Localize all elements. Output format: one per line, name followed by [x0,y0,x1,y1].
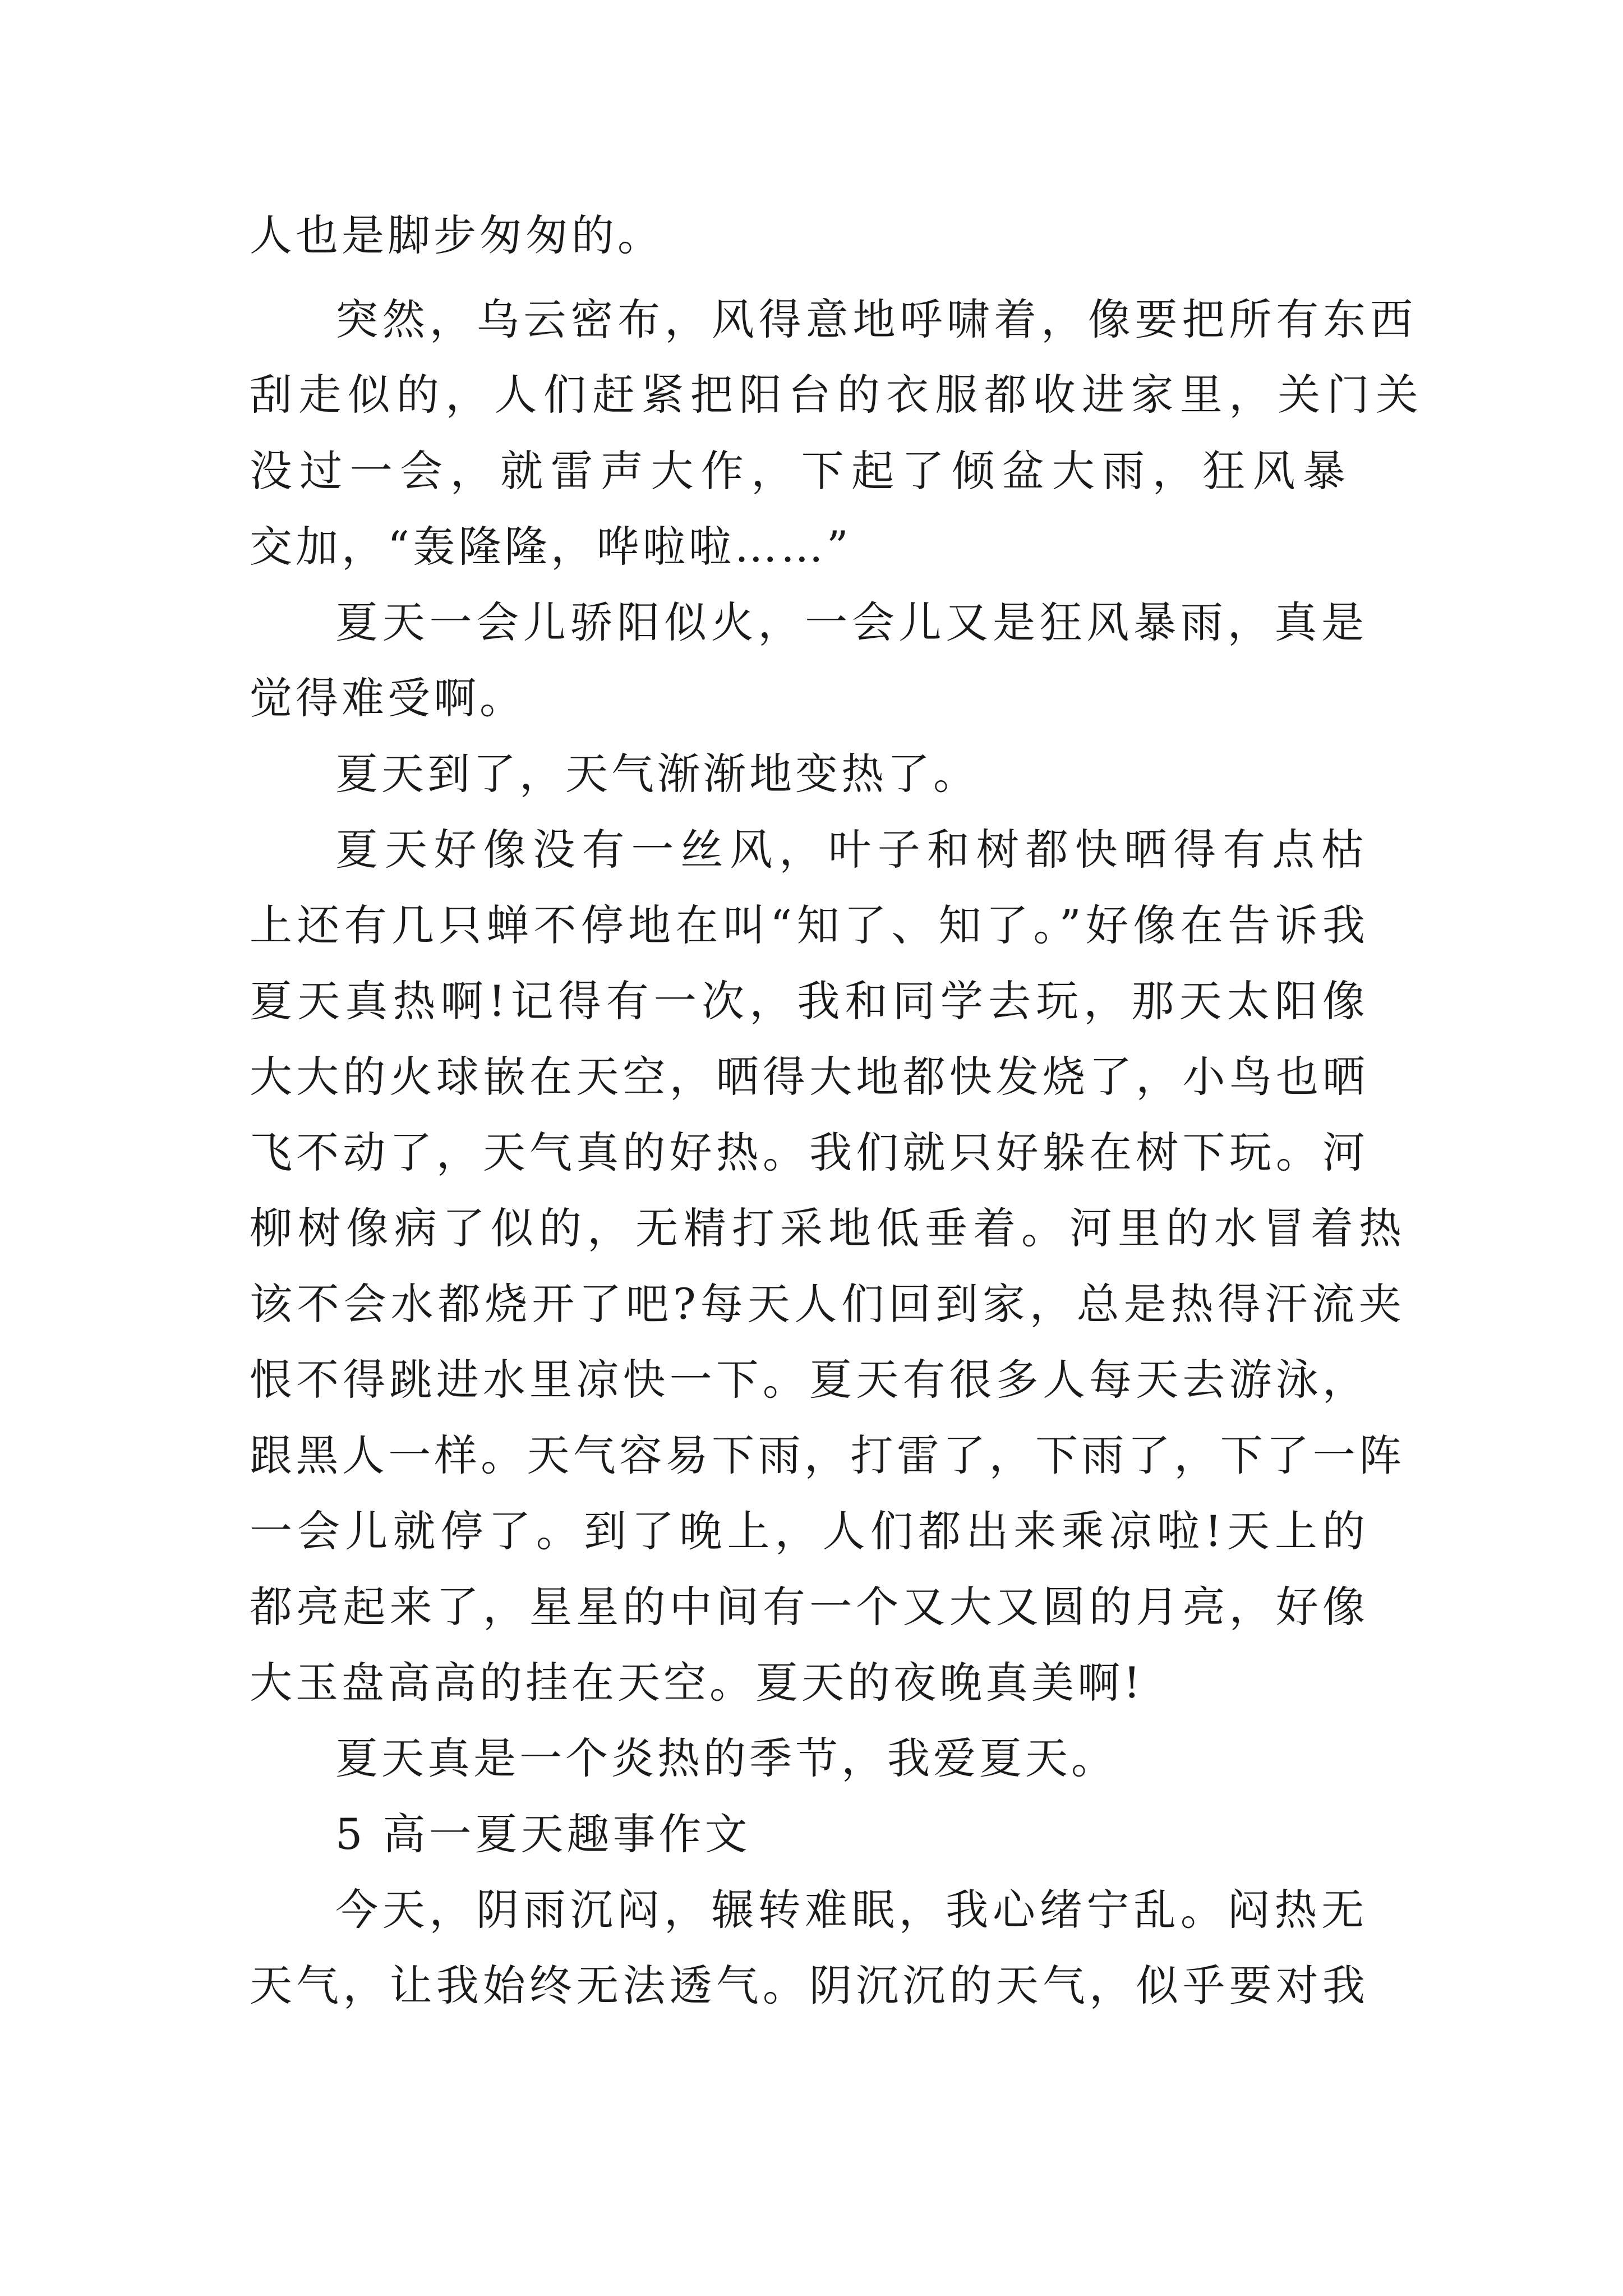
text-line: 大玉盘高高的挂在天空。夏天的夜晚真美啊! [250,1658,1144,1708]
text-line: 柳树像病了似的，无精打采地低垂着。河里的水冒着热 [250,1203,1405,1253]
text-line: 人也是脚步匆匆的。 [250,210,663,260]
text-line: 夏天好像没有一丝风，叶子和树都快晒得有点枯 [335,825,1367,875]
text-line: 一会儿就停了。到了晚上，人们都出来乘凉啦!天上的 [250,1506,1368,1556]
text-line: 没过一会，就雷声大作，下起了倾盆大雨，狂风暴 [250,446,1349,496]
text-line: 上还有几只蝉不停地在叫“知了、知了。”好像在告诉我 [250,900,1368,950]
text-line: 跟黑人一样。天气容易下雨，打雷了，下雨了，下了一阵 [250,1430,1405,1480]
text-line: 夏天到了，天气渐渐地变热了。 [335,749,979,799]
text-line: 该不会水都烧开了吧?每天人们回到家，总是热得汗流夹 [250,1279,1405,1329]
text-line: 恨不得跳进水里凉快一下。夏天有很多人每天去游泳， [250,1355,1368,1405]
text-line: 今天，阴雨沉闷，辗转难眠，我心绪宁乱。闷热无 [335,1885,1367,1935]
text-line: 刮走似的，人们赶紧把阳台的衣服都收进家里，关门关 [250,370,1422,420]
text-line: 夏天真热啊!记得有一次，我和同学去玩，那天太阳像 [250,976,1368,1026]
text-line: 交加，“轰隆隆，哗啦啦……” [250,522,852,572]
text-line: 都亮起来了，星星的中间有一个又大又圆的月亮，好像 [250,1582,1368,1632]
section-heading: 5 高一夏天趣事作文 [335,1809,751,1859]
text-line: 飞不动了，天气真的好热。我们就只好躲在树下玩。河 [250,1128,1368,1177]
text-line: 夏天真是一个炎热的季节，我爱夏天。 [335,1733,1117,1783]
text-line: 夏天一会儿骄阳似火，一会儿又是狂风暴雨，真是 [335,597,1367,647]
text-line: 觉得难受啊。 [250,673,525,723]
text-line: 天气，让我始终无法透气。阴沉沉的天气，似乎要对我 [250,1961,1368,2010]
text-line: 突然，乌云密布，风得意地呼啸着，像要把所有东西 [335,295,1416,344]
text-line: 大大的火球嵌在天空，晒得大地都快发烧了，小鸟也晒 [250,1052,1368,1102]
